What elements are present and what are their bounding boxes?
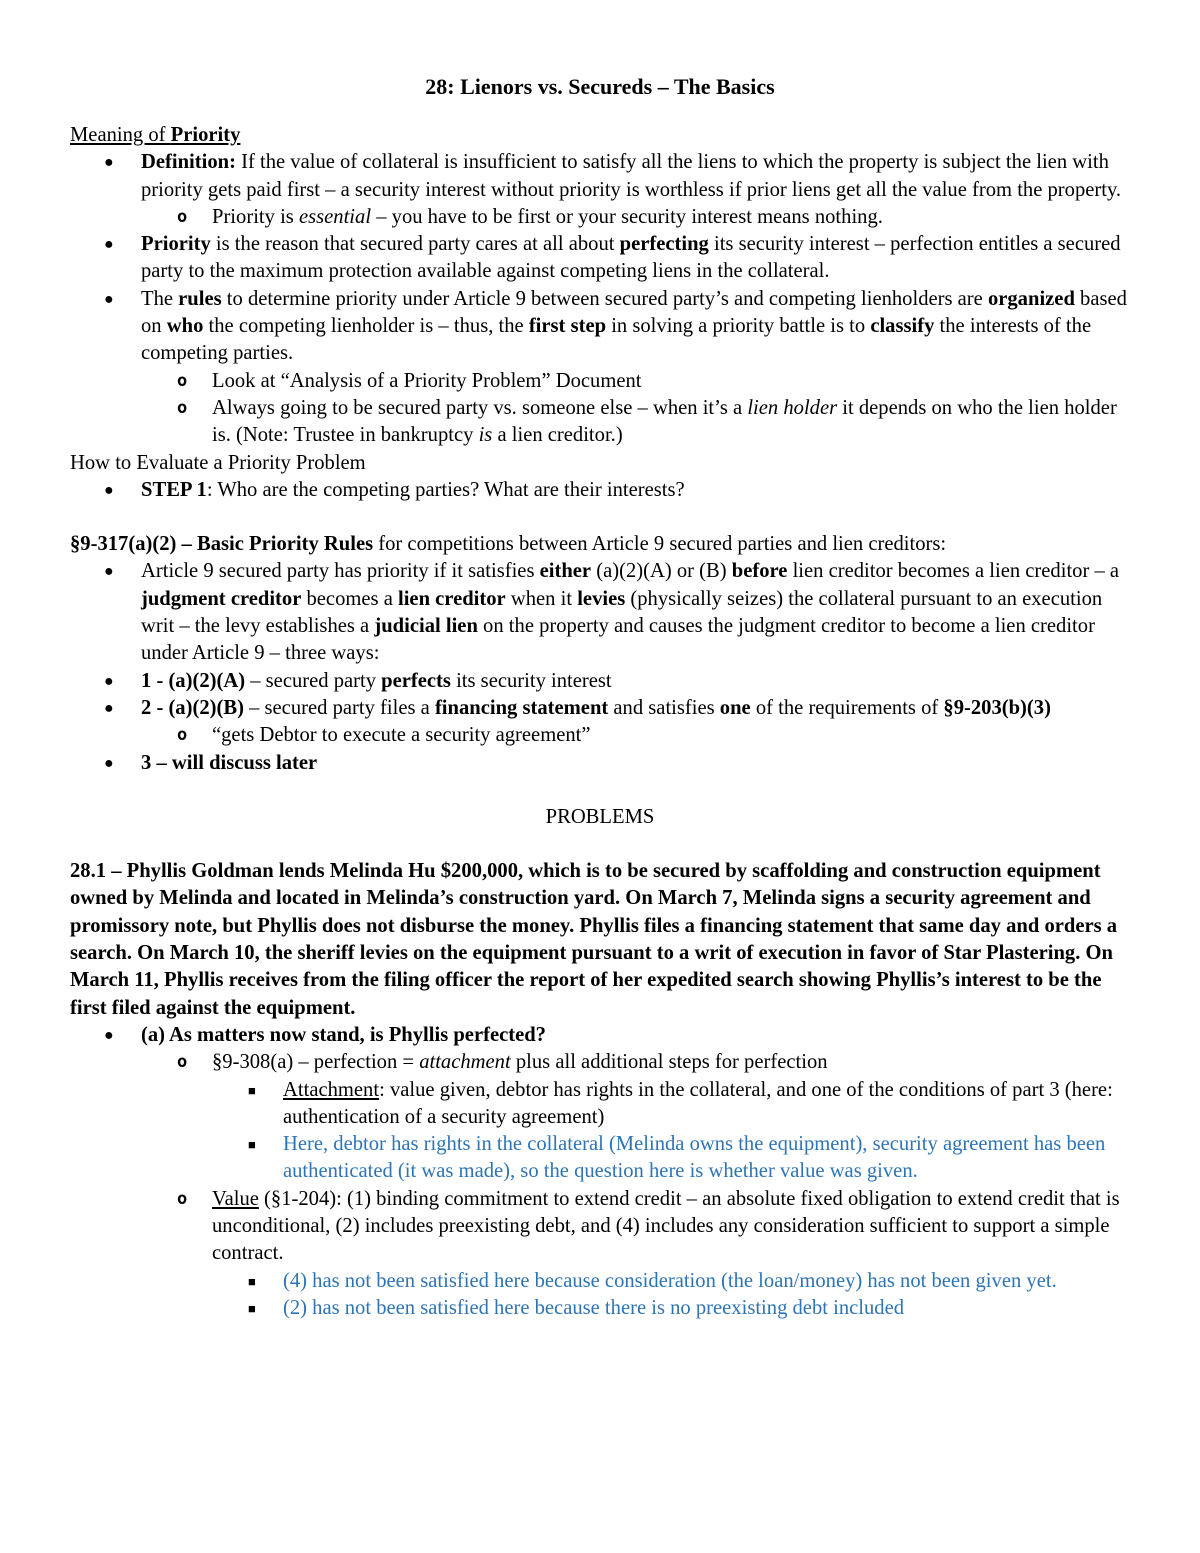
list-item: ● (a) As matters now stand, is Phyllis perfected? bbox=[70, 1022, 1130, 1049]
list-item: ■ Here, debtor has rights in the collateral (Melinda owns the equipment), security agreement has been authenticated (it was made), so the question here is whether value was given. bbox=[248, 1133, 1106, 1183]
list-item: ■ (4) has not been satisfied here because consideration (the loan/money) has not been given yet. bbox=[70, 1268, 1130, 1295]
bullet-icon: ● bbox=[104, 154, 114, 172]
circle-bullet-icon: o bbox=[177, 1188, 188, 1209]
problem-28-1: 28.1 – Phyllis Goldman lends Melinda Hu $200,000, which is to be secured by scaffolding and construction equipment owned by Melinda and located in Melinda’s construction yard. On March 7, Melinda signs a security agreement and promissory note, but Phyllis does not disburse the money. Phyllis files a financing statement that same day and orders a search. On March 10, the sheriff levies on the equipment pursuant to a writ of execution in favor of Star Plastering. On March 11, Phyllis receives from the filing officer the report of her expedited search showing Phyllis’s interest to be the first filed against the equipment. bbox=[70, 860, 1118, 1019]
list-item: ● STEP 1: Who are the competing parties? What are their interests? bbox=[70, 477, 1130, 504]
circle-bullet-icon: o bbox=[177, 370, 188, 391]
meaning-list bbox=[70, 149, 1130, 449]
circle-bullet-icon: o bbox=[177, 397, 188, 418]
circle-bullet-icon: o bbox=[177, 725, 188, 746]
bullet-icon: ● bbox=[104, 236, 114, 254]
circle-bullet-icon: o bbox=[177, 206, 188, 227]
list-item: ● Priority is the reason that secured party cares at all about perfecting its security interest – perfection entitles a secured party to the maximum protection available against competing liens in the collateral. bbox=[104, 233, 1121, 283]
bullet-icon: ● bbox=[104, 481, 114, 499]
problems-heading: PROBLEMS bbox=[545, 805, 655, 828]
list-item: o Always going to be secured party vs. someone else – when it’s a lien holder it depends on who the lien holder is. (Note: Trustee in bankruptcy is a lien creditor.) bbox=[177, 396, 1117, 447]
list-item: o Look at “Analysis of a Priority Problem” Document bbox=[70, 368, 1130, 395]
list-item: ● The rules to determine priority under Article 9 between secured party’s and competing lienholders are organized based on who the competing lienholder is – thus, the first step in solving a priority battle is to classify the interests of the competing parties. bbox=[104, 287, 1127, 365]
bullet-icon: ● bbox=[104, 563, 114, 581]
bullet-icon: ● bbox=[104, 1026, 114, 1044]
bullet-icon: ● bbox=[104, 672, 114, 690]
section-heading-rules: §9-317(a)(2) – Basic Priority Rules for competitions between Article 9 secured parties and lien creditors: bbox=[70, 533, 947, 556]
spacer bbox=[70, 777, 1130, 804]
list-item: ● Definition: If the value of collateral is insufficient to satisfy all the liens to which the property is subject the lien with priority gets paid first – a security interest without priority is worthless if prior liens get all the value from the property. bbox=[104, 151, 1122, 201]
circle-bullet-icon: o bbox=[177, 1052, 188, 1073]
document-page bbox=[70, 72, 1130, 1322]
list-item: o Value (§1-204): (1) binding commitment to extend credit – an absolute fixed obligation to extend credit that is unconditional, (2) includes preexisting debt, and (4) includes any consideration sufficient to support a simple contract. bbox=[177, 1187, 1120, 1265]
list-item: ● 2 - (a)(2)(B) – secured party files a financing statement and satisfies one of the requirements of §9-203(b)(3) bbox=[70, 695, 1130, 722]
list-item: ● 1 - (a)(2)(A) – secured party perfects its security interest bbox=[70, 668, 1130, 695]
square-bullet-icon: ■ bbox=[248, 1082, 256, 1098]
list-item: o “gets Debtor to execute a security agreement” bbox=[70, 722, 1130, 749]
list-item: ● Article 9 secured party has priority if it satisfies either (a)(2)(A) or (B) before lien creditor becomes a lien creditor – a judgment creditor becomes a lien creditor when it levies (physically seizes) the collateral pursuant to an execution writ – the levy establishes a judicial lien on the property and causes the judgment creditor to become a lien creditor under Article 9 – three ways: bbox=[104, 560, 1120, 665]
list-item: ■ (2) has not been satisfied here because there is no preexisting debt included bbox=[70, 1295, 1130, 1322]
section-heading-meaning: Meaning of Priority bbox=[70, 124, 241, 146]
list-item: ■ Attachment: value given, debtor has rights in the collateral, and one of the conditions of part 3 (here: authentication of a security agreement) bbox=[248, 1078, 1113, 1128]
evaluate-list bbox=[70, 477, 1130, 504]
rules-list bbox=[70, 558, 1130, 776]
bullet-icon: ● bbox=[104, 699, 114, 717]
section-heading-evaluate: How to Evaluate a Priority Problem bbox=[70, 451, 366, 474]
list-item: ● 3 – will discuss later bbox=[70, 750, 1130, 777]
square-bullet-icon: ■ bbox=[248, 1273, 256, 1289]
square-bullet-icon: ■ bbox=[248, 1137, 256, 1153]
square-bullet-icon: ■ bbox=[248, 1300, 256, 1316]
bullet-icon: ● bbox=[104, 290, 114, 308]
list-item: o Priority is essential – you have to be first or your security interest means nothing. bbox=[70, 204, 1130, 231]
spacer bbox=[70, 504, 1130, 531]
bullet-icon: ● bbox=[104, 754, 114, 772]
spacer bbox=[70, 831, 1130, 858]
page-title: 28: Lienors vs. Secureds – The Basics bbox=[425, 74, 775, 99]
list-item: o §9-308(a) – perfection = attachment plus all additional steps for perfection bbox=[70, 1049, 1130, 1076]
problem-list bbox=[70, 1022, 1130, 1322]
